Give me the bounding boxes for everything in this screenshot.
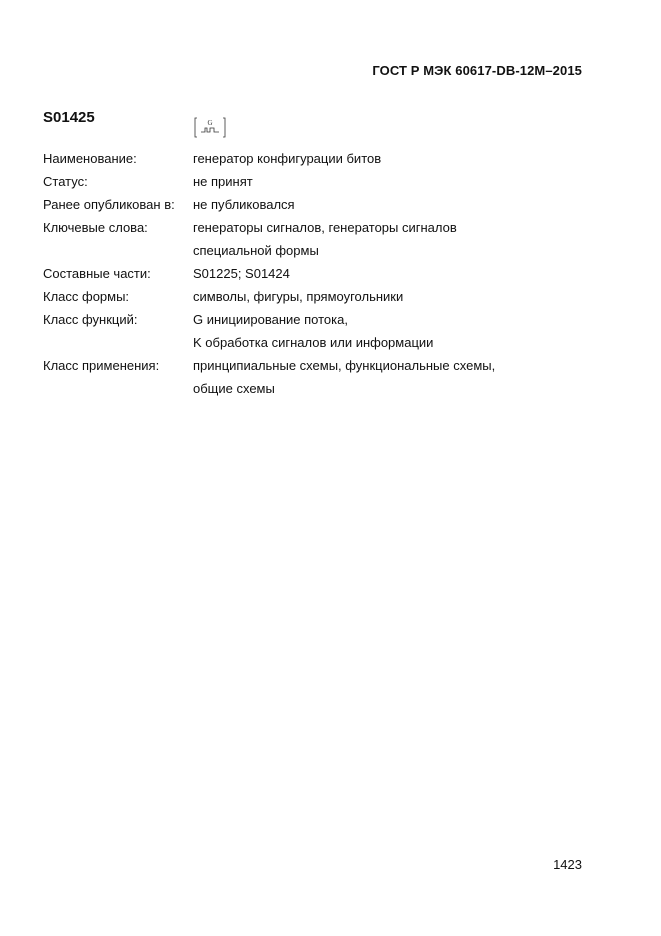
attribute-list xyxy=(43,147,543,400)
field-keywords xyxy=(43,216,543,262)
field-shape-class xyxy=(43,285,543,308)
bit-pattern-generator-symbol-icon xyxy=(193,115,227,140)
field-value: G инициирование потока, xyxy=(193,312,348,327)
field-components xyxy=(43,262,543,285)
field-label: Ключевые слова: xyxy=(43,220,148,235)
field-application-class xyxy=(43,354,543,400)
field-value: общие схемы xyxy=(193,381,275,396)
field-value: не принят xyxy=(193,174,253,189)
field-value: S01225; S01424 xyxy=(193,266,290,281)
page-number: 1423 xyxy=(553,857,582,872)
symbol-code: S01425 xyxy=(43,109,95,126)
field-value: генераторы сигналов, генераторы сигналов xyxy=(193,220,457,235)
field-value: символы, фигуры, прямоугольники xyxy=(193,289,404,304)
field-name xyxy=(43,147,543,170)
field-label: Статус: xyxy=(43,174,88,189)
field-value: специальной формы xyxy=(193,243,319,258)
field-status xyxy=(43,170,543,193)
field-value: не публиковался xyxy=(193,197,295,212)
symbol-letter: G xyxy=(207,119,213,127)
field-label: Класс формы: xyxy=(43,289,130,304)
field-function-class xyxy=(43,308,543,354)
standard-header: ГОСТ Р МЭК 60617-DB-12M–2015 xyxy=(372,63,582,78)
field-value: K обработка сигналов или информации xyxy=(193,335,434,350)
field-label: Наименование: xyxy=(43,151,137,166)
field-label: Класс применения: xyxy=(43,358,160,373)
field-label: Класс функций: xyxy=(43,312,138,327)
field-value: принципиальные схемы, функциональные схемы, xyxy=(193,358,496,373)
field-label: Составные части: xyxy=(43,266,151,281)
field-value: генератор конфигурации битов xyxy=(193,151,382,166)
field-published-in xyxy=(43,193,543,216)
field-label: Ранее опубликован в: xyxy=(43,197,175,212)
